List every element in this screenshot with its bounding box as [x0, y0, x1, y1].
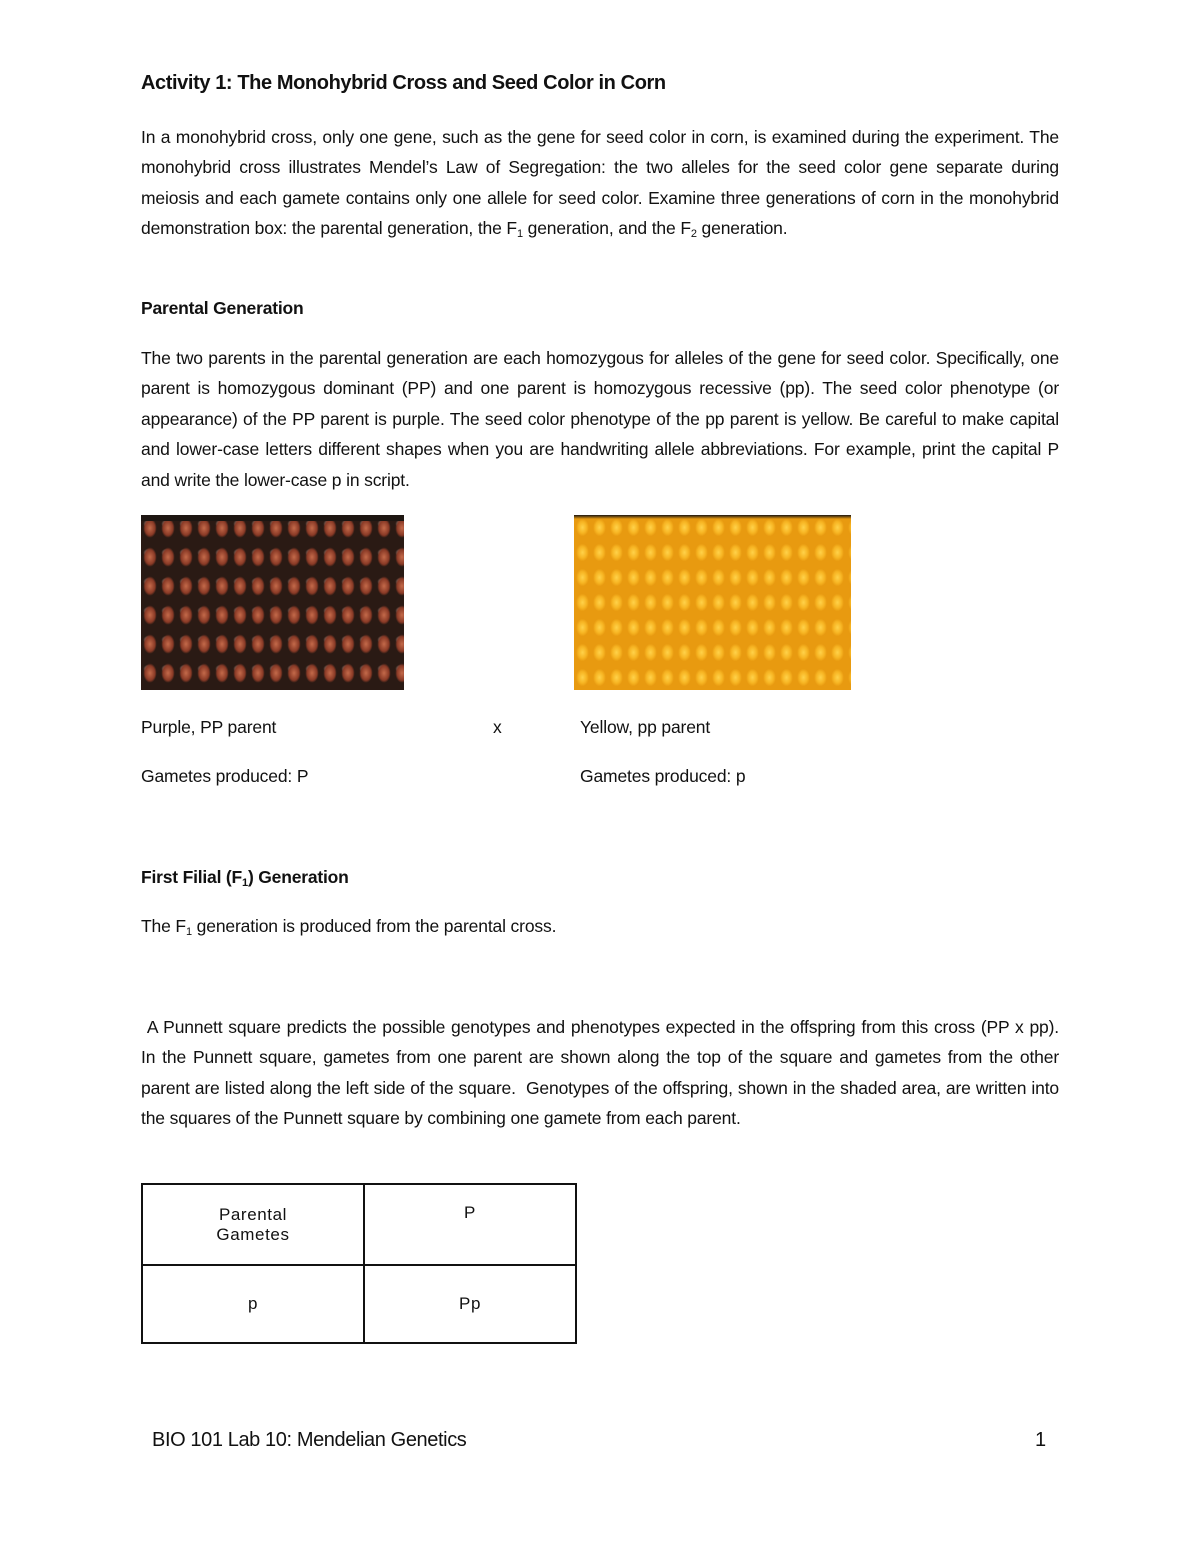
- image-edge: [141, 515, 404, 521]
- offspring-genotype-cell: Pp: [364, 1265, 576, 1343]
- cross-symbol: x: [493, 717, 502, 737]
- f1-generation-heading: First Filial $(F_1)$ Generation: [141, 867, 349, 889]
- intro-paragraph: In a monohybrid cross, only one gene, such as the gene for seed color in corn, is examined during the experiment. The monohybrid cross illustrates Mendel’s Law of Segregation: the two alleles for the seed color gene separate during meiosis and each gamete contains only one allele for seed color. Examine three generations of corn in the monohybrid demonstration box: the parental generation, the $F_1$ generation, and the $F_2$ generation.: [141, 127, 1059, 241]
- yellow-parent-label: Yellow, pp parent: [580, 717, 711, 737]
- header-line-1: Parental: [218, 1204, 288, 1224]
- header-line-2: Gametes: [216, 1224, 290, 1244]
- image-edge: [574, 515, 851, 519]
- table-row: [142, 1265, 576, 1343]
- activity-title: Activity 1: The Monohybrid Cross and Seed Color in Corn: [141, 72, 666, 94]
- purple-corn-image: [141, 515, 404, 690]
- footer-page-number: 1: [1035, 1429, 1047, 1451]
- parental-gametes-header-cell: [142, 1184, 364, 1265]
- f1-intro-text: The $F_1$ generation is produced from the parental cross.: [141, 916, 557, 938]
- table-row: [142, 1184, 576, 1265]
- left-gamete-cell: p: [142, 1265, 364, 1343]
- parental-generation-heading: Parental Generation: [141, 298, 304, 318]
- top-gamete-cell: [364, 1184, 576, 1265]
- parental-paragraph: The two parents in the parental generation are each homozygous for alleles of the gene for seed color. Specifically, one parent is homozygous dominant (PP) and one parent is homozygous recessive (pp). The seed color phenotype (or appearance) of the PP parent is purple. The seed color phenotype of the pp parent is yellow. Be careful to make capital and lower-case letters different shapes when you are handwriting allele abbreviations. For example, print the capital P and write the lower-case p in script.: [141, 348, 1059, 490]
- purple-parent-label: Purple, PP parent: [141, 717, 277, 737]
- punnett-square-table: [141, 1183, 577, 1344]
- yellow-gametes-label: Gametes produced: p: [580, 766, 746, 786]
- purple-gametes-label: Gametes produced: P: [141, 766, 309, 786]
- yellow-corn-image: [574, 515, 851, 690]
- footer-course-title: BIO 101 Lab 10: Mendelian Genetics: [152, 1429, 467, 1451]
- punnett-explanation-paragraph: A Punnett square predicts the possible genotypes and phenotypes expected in the offspring from this cross (PP x pp). In the Punnett square, gametes from one parent are shown along the top of the square and gametes from the other parent are listed along the left side of the square. Genotypes of the offspring, shown in the shaded area, are written into the squares of the Punnett square by combining one gamete from each parent.: [141, 1017, 1069, 1129]
- top-gamete-value: P: [464, 1202, 476, 1222]
